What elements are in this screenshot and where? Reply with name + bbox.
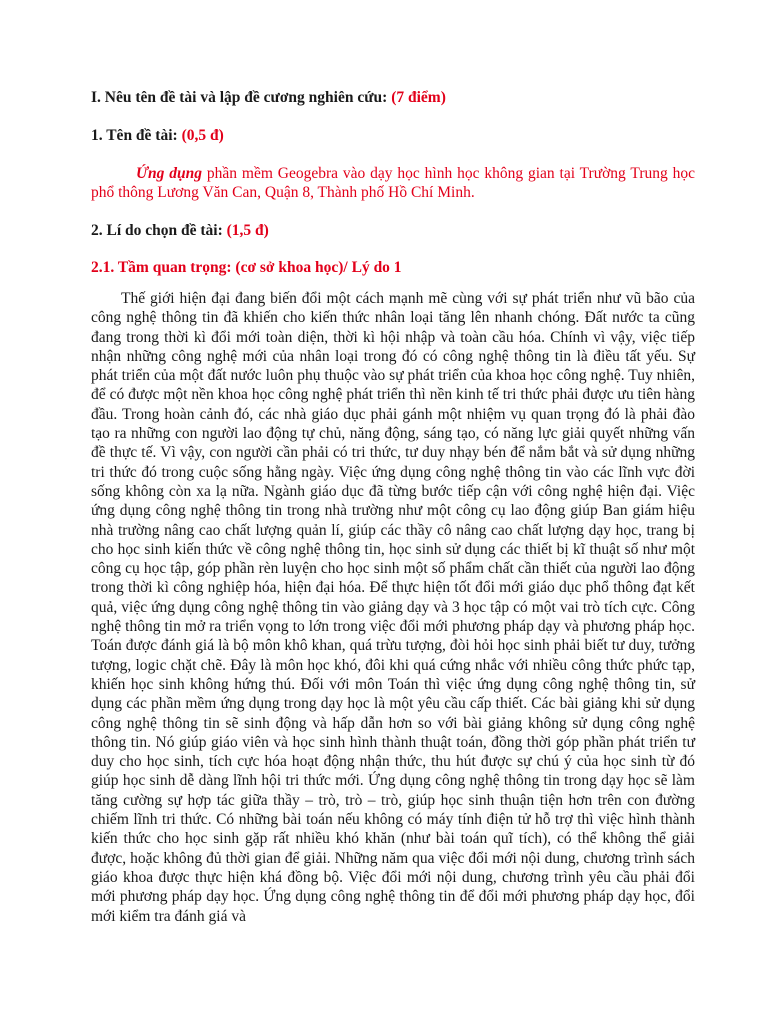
heading-topic bbox=[91, 126, 695, 145]
heading-reason-points: (1,5 đ) bbox=[226, 222, 269, 239]
topic-title-emphasis: Ứng dụng bbox=[136, 165, 202, 182]
heading-topic-points: (0,5 đ) bbox=[181, 127, 224, 144]
heading-importance: 2.1. Tầm quan trọng: (cơ sở khoa học)/ Lý do 1 bbox=[91, 259, 402, 276]
heading-reason bbox=[91, 221, 695, 240]
topic-title bbox=[91, 164, 695, 202]
topic-title-rest: phần mềm Geogebra vào dạy học hình học không gian tại Trường Trung học phổ thông Lương Văn Can, Quận 8, Thành phố Hồ Chí Minh. bbox=[91, 165, 695, 201]
heading-reason-text: 2. Lí do chọn đề tài: bbox=[91, 222, 223, 239]
heading-topic-text: 1. Tên đề tài: bbox=[91, 127, 178, 144]
heading-main-text: I. Nêu tên đề tài và lập đề cương nghiên cứu: bbox=[91, 89, 388, 106]
heading-main bbox=[91, 88, 695, 107]
body-paragraph: Thế giới hiện đại đang biến đổi một cách mạnh mẽ cùng với sự phát triển như vũ bão của công nghệ thông tin đã khiến cho kiến thức nhân loại tăng lên nhanh chóng. Đất nước ta cũng đang trong thời kì đổi mới toàn diện, thời kì hội nhập và toàn cầu hóa. Chính vì vậy, việc tiếp nhận những công nghệ mới của nhân loại trong đó có công nghệ thông tin là điều tất yếu. Sự phát triển của một đất nước luôn phụ thuộc vào sự phát triển của khoa học công nghệ. Tuy nhiên, để có được một nền khoa học công nghệ phát triển thì nền kinh tế tri thức phải được ưu tiên hàng đầu. Trong hoàn cảnh đó, các nhà giáo dục phải gánh một nhiệm vụ quan trọng đó là phải đào tạo ra những con người lao động tự chủ, năng động, sáng tạo, có năng lực giải quyết những vấn đề thực tế. Vì vậy, con người cần phải có tri thức, tư duy nhạy bén để nắm bắt và sử dụng những tri thức đó trong cuộc sống hằng ngày. Việc ứng dụng công nghệ thông tin vào các lĩnh vực đời sống không còn xa lạ nữa. Ngành giáo dục đã từng bước tiếp cận với công nghệ hiện đại. Việc ứng dụng công nghệ thông tin trong nhà trường như một công cụ lao động giúp Ban giám hiệu nhà trường nâng cao chất lượng quản lí, giúp các thầy cô nâng cao chất lượng dạy học, trang bị cho học sinh kiến thức về công nghệ thông tin, học sinh sử dụng các thiết bị kĩ thuật số như một công cụ học tập, góp phần rèn luyện cho học sinh một số phẩm chất cần thiết của người lao động trong thời kì công nghiệp hóa, hiện đại hóa. Để thực hiện tốt đổi mới giáo dục phổ thông đạt kết quả, việc ứng dụng công nghệ thông tin vào giảng dạy và 3 học tập có một vai trò tích cực. Công nghệ thông tin mở ra triển vọng to lớn trong việc đổi mới phương pháp dạy và phương pháp học. Toán được đánh giá là bộ môn khô khan, quá trừu tượng, đòi hỏi học sinh phải biết tư duy, tưởng tượng, logic chặt chẽ. Đây là môn học khó, đôi khi quá cứng nhắc với nhiều công thức phức tạp, khiến học sinh không hứng thú. Đối với môn Toán thì việc ứng dụng công nghệ thông tin, sử dụng các phần mềm ứng dụng trong dạy học là một yêu cầu cấp thiết. Các bài giảng khi sử dụng công nghệ thông tin sẽ sinh động và hấp dẫn hơn so với bài giảng không sử dụng công nghệ thông tin. Nó giúp giáo viên và học sinh hình thành thuật toán, đồng thời góp phần phát triển tư duy cho học sinh, tích cực hóa hoạt động nhận thức, thu hút được sự chú ý của học sinh từ đó giúp học sinh dễ dàng lĩnh hội tri thức mới. Ứng dụng công nghệ thông tin trong dạy học sẽ làm tăng cường sự hợp tác giữa thầy – trò, trò – trò, giúp học sinh thuận tiện hơn trên con đường chiếm lĩnh tri thức. Có những bài toán nếu không có máy tính điện tử hỗ trợ thì việc hình thành kiến thức cho học sinh gặp rất nhiều khó khăn (như bài toán quĩ tích), có thể không thể giải được, hoặc không đủ thời gian để giải. Những năm qua việc đổi mới nội dung, chương trình sách giáo khoa được thực hiện khá đồng bộ. Việc đổi mới nội dung, chương trình yêu cầu phải đổi mới phương pháp dạy học. Ứng dụng công nghệ thông tin để đổi mới phương pháp dạy học, đổi mới kiểm tra đánh giá và bbox=[91, 290, 695, 925]
document-page bbox=[91, 80, 695, 926]
heading-main-points: (7 điểm) bbox=[391, 89, 446, 106]
